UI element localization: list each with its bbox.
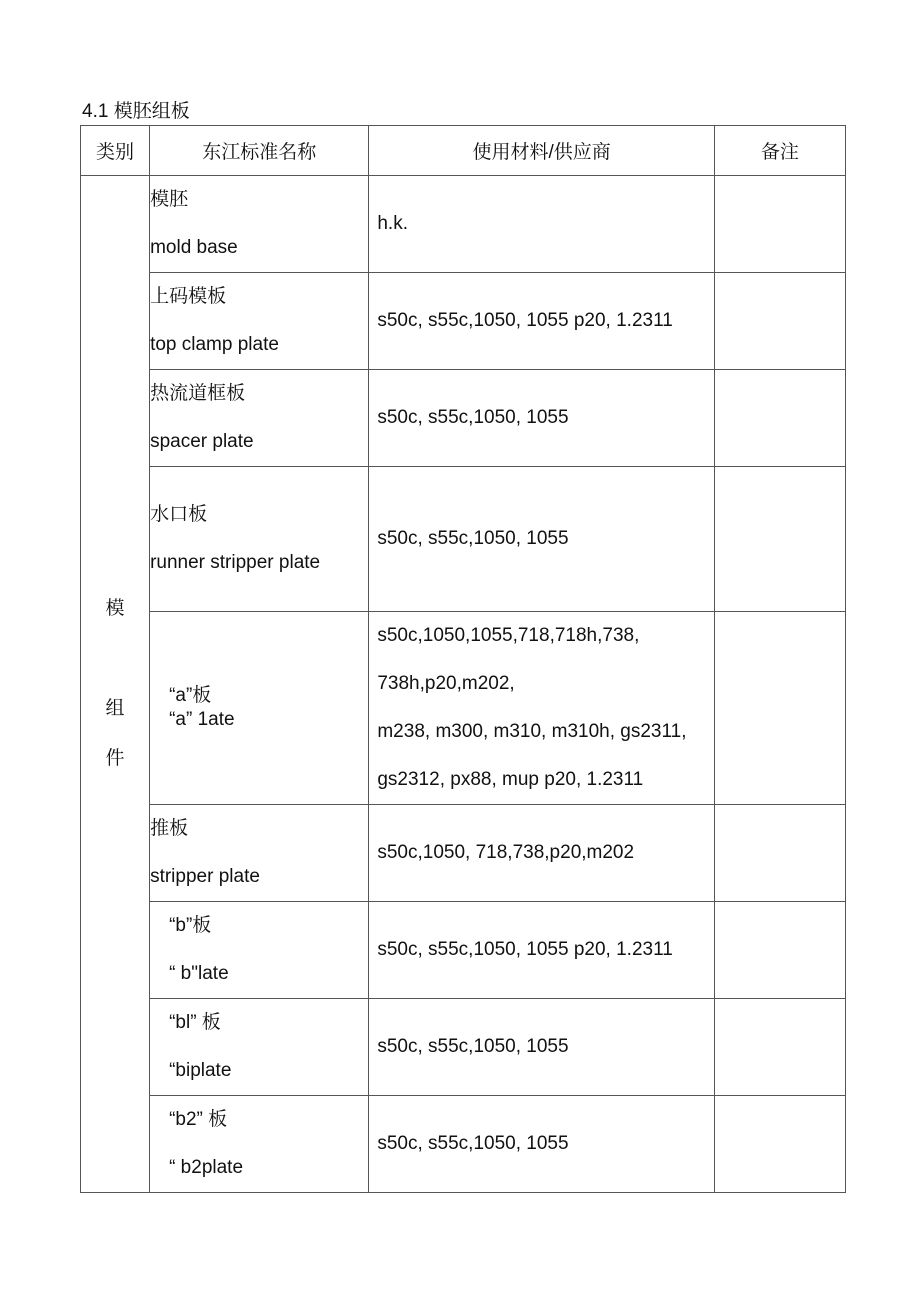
name-en: “biplate <box>169 1060 232 1081</box>
header-standard-name: 东江标准名称 <box>150 126 369 176</box>
material-cell <box>369 1096 714 1193</box>
material-text: s50c,1050,1055,718,718h,738, <box>377 625 640 646</box>
name-en: mold base <box>150 237 238 258</box>
name-en: “ b2plate <box>169 1157 244 1178</box>
name-cell <box>150 467 369 612</box>
name-cell <box>150 902 369 999</box>
name-en: “a” 1ate <box>169 709 235 730</box>
material-text: s50c, s55c,1050, 1055 <box>377 528 569 549</box>
material-cell <box>369 999 714 1096</box>
name-cell <box>150 273 369 370</box>
name-en: “ b"late <box>169 963 229 984</box>
category-cell <box>81 176 150 1193</box>
name-en: spacer plate <box>150 431 254 452</box>
name-cn: 推板 <box>150 818 189 839</box>
material-text: s50c, s55c,1050, 1055 p20, 1.2311 <box>377 939 673 960</box>
name-cell <box>150 805 369 902</box>
material-cell <box>369 805 714 902</box>
note-cell <box>714 273 845 370</box>
material-cell <box>369 273 714 370</box>
header-material-supplier: 使用材料/供应商 <box>369 126 714 176</box>
name-cn: “b”板 <box>169 915 212 936</box>
name-cn: “b2” 板 <box>169 1109 228 1130</box>
note-cell <box>714 999 845 1096</box>
name-cell <box>150 370 369 467</box>
name-cell <box>150 999 369 1096</box>
note-cell <box>714 805 845 902</box>
material-text: s50c, s55c,1050, 1055 <box>377 407 569 428</box>
note-cell <box>714 370 845 467</box>
note-cell <box>714 467 845 612</box>
note-cell <box>714 612 845 805</box>
name-cell <box>150 1096 369 1193</box>
material-cell <box>369 370 714 467</box>
name-cn: “bl” 板 <box>169 1012 221 1033</box>
material-text: h.k. <box>377 213 408 234</box>
material-text: s50c, s55c,1050, 1055 p20, 1.2311 <box>377 310 673 331</box>
table-row <box>81 467 846 612</box>
table-row <box>81 273 846 370</box>
header-note: 备注 <box>714 126 845 176</box>
name-cn: 热流道框板 <box>150 383 246 404</box>
material-cell <box>369 612 714 805</box>
table-row <box>81 370 846 467</box>
material-text: s50c, s55c,1050, 1055 <box>377 1133 569 1154</box>
table-row <box>81 176 846 273</box>
material-cell <box>369 902 714 999</box>
table-row <box>81 805 846 902</box>
material-text: 738h,p20,m202, <box>377 673 515 694</box>
note-cell <box>714 902 845 999</box>
category-char: 组 <box>105 698 125 719</box>
material-text: m238, m300, m310, m310h, gs2311, <box>377 721 687 742</box>
name-cn: 模胚 <box>150 189 189 210</box>
table-row <box>81 612 846 805</box>
material-text: s50c, s55c,1050, 1055 <box>377 1036 569 1057</box>
category-char: 模 <box>105 598 125 619</box>
name-en: runner stripper plate <box>150 552 321 573</box>
table-row <box>81 902 846 999</box>
section-title: 4.1 模胚组板 <box>82 101 190 122</box>
name-cn: 水口板 <box>150 504 208 525</box>
name-en: stripper plate <box>150 866 260 887</box>
material-cell <box>369 176 714 273</box>
material-text: s50c,1050, 718,738,p20,m202 <box>377 842 635 863</box>
name-en: top clamp plate <box>150 334 279 355</box>
name-cn: “a”板 <box>169 685 212 706</box>
category-char: 件 <box>105 748 125 769</box>
note-cell <box>714 176 845 273</box>
material-text: gs2312, px88, mup p20, 1.2311 <box>377 769 644 790</box>
material-cell <box>369 467 714 612</box>
name-cell <box>150 176 369 273</box>
name-cn: 上码模板 <box>150 286 227 307</box>
header-category: 类别 <box>81 126 150 176</box>
table-row <box>81 1096 846 1193</box>
name-cell <box>150 612 369 805</box>
note-cell <box>714 1096 845 1193</box>
table-row <box>81 999 846 1096</box>
table-header-row <box>81 126 846 176</box>
materials-table <box>80 125 846 1193</box>
